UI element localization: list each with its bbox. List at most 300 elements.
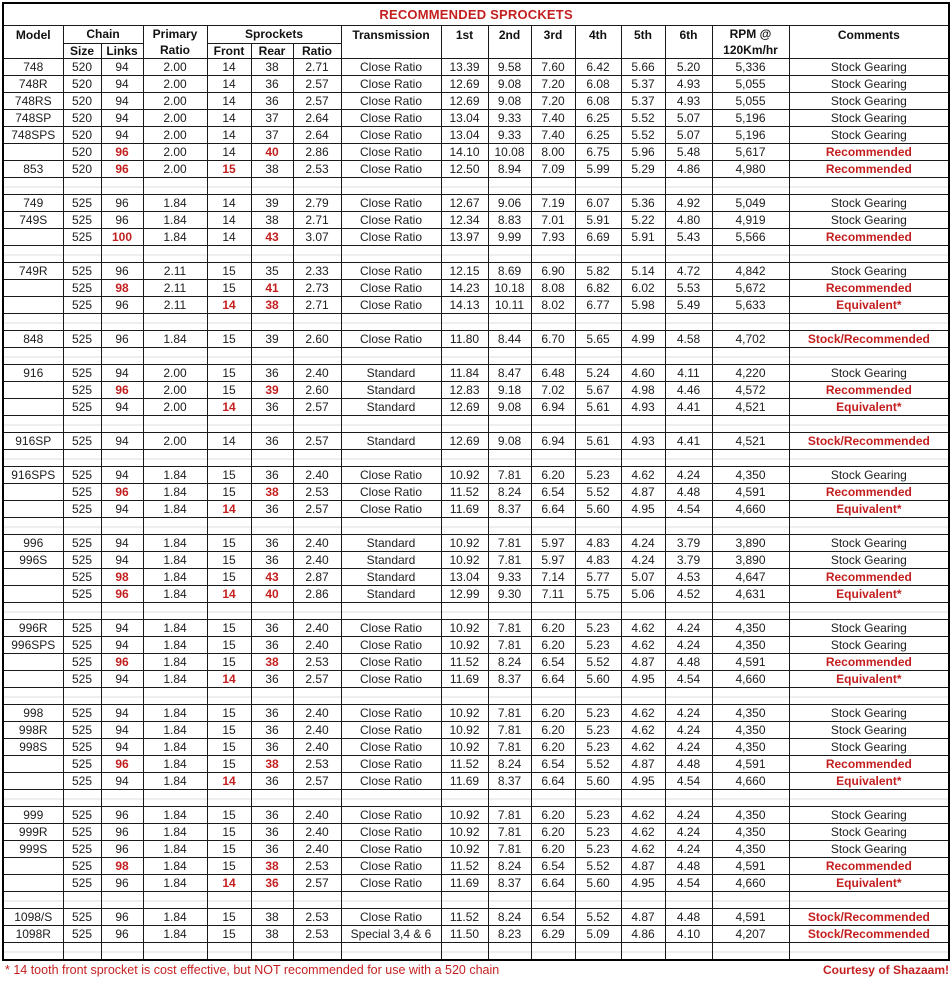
cell-2nd: 9.33 — [488, 110, 531, 127]
cell-transmission: Standard — [341, 535, 441, 552]
empty-cell — [143, 688, 207, 705]
cell-5th: 5.52 — [621, 110, 665, 127]
cell-2nd: 7.81 — [488, 807, 531, 824]
cell-1st: 10.92 — [441, 705, 488, 722]
cell-model: 916 — [3, 365, 63, 382]
table-row — [3, 280, 949, 297]
empty-cell — [789, 314, 949, 331]
cell-5th: 4.62 — [621, 467, 665, 484]
cell-comments: Equivalent* — [789, 501, 949, 518]
cell-2nd: 9.08 — [488, 399, 531, 416]
cell-model — [3, 586, 63, 603]
cell-transmission: Close Ratio — [341, 263, 441, 280]
cell-primary-ratio: 1.84 — [143, 773, 207, 790]
table-row — [3, 739, 949, 756]
table-row — [3, 875, 949, 892]
cell-comments: Recommended — [789, 858, 949, 875]
cell-comments: Stock Gearing — [789, 807, 949, 824]
cell-comments: Recommended — [789, 484, 949, 501]
empty-cell — [143, 178, 207, 195]
cell-5th: 4.62 — [621, 807, 665, 824]
cell-model: 998R — [3, 722, 63, 739]
cell-model: 748R — [3, 76, 63, 93]
cell-primary-ratio: 2.00 — [143, 161, 207, 178]
cell-primary-ratio: 2.00 — [143, 433, 207, 450]
cell-4th: 4.83 — [575, 552, 621, 569]
cell-5th: 4.62 — [621, 620, 665, 637]
empty-cell — [488, 416, 531, 433]
cell-sprocket-ratio: 2.64 — [293, 127, 341, 144]
cell-2nd: 9.08 — [488, 433, 531, 450]
empty-cell — [143, 892, 207, 909]
cell-links: 96 — [101, 824, 143, 841]
cell-1st: 11.52 — [441, 858, 488, 875]
cell-4th: 5.23 — [575, 467, 621, 484]
cell-3rd: 5.97 — [531, 552, 575, 569]
empty-cell — [665, 603, 712, 620]
cell-comments: Stock Gearing — [789, 722, 949, 739]
cell-6th: 4.24 — [665, 467, 712, 484]
col-header-primary-ratio — [143, 26, 207, 59]
cell-4th: 6.69 — [575, 229, 621, 246]
cell-rear: 41 — [251, 280, 293, 297]
cell-1st: 12.69 — [441, 433, 488, 450]
cell-3rd: 7.02 — [531, 382, 575, 399]
cell-4th: 5.67 — [575, 382, 621, 399]
empty-cell — [488, 603, 531, 620]
cell-front: 14 — [207, 586, 251, 603]
header-row-1 — [3, 26, 949, 44]
cell-transmission: Close Ratio — [341, 841, 441, 858]
empty-cell — [251, 348, 293, 365]
cell-size: 520 — [63, 110, 101, 127]
empty-cell — [665, 688, 712, 705]
empty-cell — [101, 416, 143, 433]
empty-cell — [531, 943, 575, 961]
cell-transmission: Close Ratio — [341, 824, 441, 841]
cell-size: 525 — [63, 586, 101, 603]
cell-size: 525 — [63, 331, 101, 348]
spacer-row — [3, 603, 949, 620]
cell-front: 15 — [207, 705, 251, 722]
cell-size: 525 — [63, 926, 101, 943]
empty-cell — [665, 178, 712, 195]
empty-cell — [143, 246, 207, 263]
cell-4th: 4.83 — [575, 535, 621, 552]
cell-primary-ratio: 1.84 — [143, 552, 207, 569]
cell-model — [3, 858, 63, 875]
cell-rpm: 4,591 — [712, 858, 789, 875]
empty-cell — [621, 603, 665, 620]
empty-cell — [441, 246, 488, 263]
cell-transmission: Standard — [341, 365, 441, 382]
cell-4th: 5.52 — [575, 756, 621, 773]
cell-2nd: 7.81 — [488, 722, 531, 739]
table-row — [3, 535, 949, 552]
cell-transmission: Close Ratio — [341, 212, 441, 229]
cell-links: 96 — [101, 841, 143, 858]
cell-primary-ratio: 1.84 — [143, 909, 207, 926]
cell-4th: 5.91 — [575, 212, 621, 229]
cell-size: 525 — [63, 382, 101, 399]
empty-cell — [101, 348, 143, 365]
cell-front: 14 — [207, 127, 251, 144]
cell-sprocket-ratio: 2.86 — [293, 586, 341, 603]
cell-1st: 12.34 — [441, 212, 488, 229]
cell-comments: Equivalent* — [789, 586, 949, 603]
cell-size: 525 — [63, 875, 101, 892]
cell-3rd: 6.70 — [531, 331, 575, 348]
col-header-5th: 5th — [621, 26, 665, 59]
empty-cell — [712, 518, 789, 535]
col-header-1st: 1st — [441, 26, 488, 59]
cell-front: 15 — [207, 739, 251, 756]
table-row — [3, 773, 949, 790]
cell-1st: 13.97 — [441, 229, 488, 246]
cell-comments: Stock Gearing — [789, 127, 949, 144]
cell-comments: Equivalent* — [789, 875, 949, 892]
empty-cell — [3, 348, 63, 365]
cell-transmission: Close Ratio — [341, 858, 441, 875]
cell-model: 748SP — [3, 110, 63, 127]
table-row — [3, 909, 949, 926]
cell-rear: 36 — [251, 705, 293, 722]
cell-front: 14 — [207, 297, 251, 314]
cell-model: 848 — [3, 331, 63, 348]
cell-primary-ratio: 2.00 — [143, 399, 207, 416]
cell-rpm: 5,196 — [712, 127, 789, 144]
cell-rear: 38 — [251, 756, 293, 773]
cell-4th: 5.99 — [575, 161, 621, 178]
footnote: * 14 tooth front sprocket is cost effective, but NOT recommended for use with a 520 chain — [5, 962, 500, 977]
table-row — [3, 824, 949, 841]
cell-4th: 5.61 — [575, 399, 621, 416]
cell-3rd: 7.09 — [531, 161, 575, 178]
cell-4th: 5.23 — [575, 807, 621, 824]
cell-rear: 39 — [251, 195, 293, 212]
table-row — [3, 722, 949, 739]
cell-transmission: Close Ratio — [341, 161, 441, 178]
cell-2nd: 7.81 — [488, 824, 531, 841]
cell-2nd: 7.81 — [488, 535, 531, 552]
empty-cell — [101, 790, 143, 807]
cell-model: 749 — [3, 195, 63, 212]
cell-rpm: 4,591 — [712, 484, 789, 501]
cell-rpm: 4,350 — [712, 620, 789, 637]
cell-links: 100 — [101, 229, 143, 246]
cell-6th: 4.24 — [665, 807, 712, 824]
empty-cell — [63, 178, 101, 195]
cell-comments: Stock Gearing — [789, 365, 949, 382]
empty-cell — [101, 246, 143, 263]
empty-cell — [488, 688, 531, 705]
cell-2nd: 7.81 — [488, 841, 531, 858]
cell-2nd: 8.24 — [488, 484, 531, 501]
cell-rpm: 5,672 — [712, 280, 789, 297]
table-row — [3, 433, 949, 450]
cell-comments: Stock Gearing — [789, 705, 949, 722]
cell-size: 520 — [63, 93, 101, 110]
empty-cell — [341, 178, 441, 195]
cell-size: 525 — [63, 195, 101, 212]
cell-transmission: Close Ratio — [341, 331, 441, 348]
empty-cell — [101, 943, 143, 961]
cell-rear: 38 — [251, 858, 293, 875]
cell-sprocket-ratio: 2.40 — [293, 637, 341, 654]
cell-2nd: 10.11 — [488, 297, 531, 314]
cell-3rd: 6.48 — [531, 365, 575, 382]
cell-4th: 5.52 — [575, 484, 621, 501]
empty-cell — [789, 892, 949, 909]
cell-5th: 5.14 — [621, 263, 665, 280]
cell-links: 94 — [101, 93, 143, 110]
empty-cell — [251, 518, 293, 535]
cell-transmission: Close Ratio — [341, 280, 441, 297]
cell-5th: 4.99 — [621, 331, 665, 348]
cell-size: 525 — [63, 365, 101, 382]
col-header-rear: Rear — [251, 43, 293, 58]
cell-rpm: 5,617 — [712, 144, 789, 161]
cell-primary-ratio: 1.84 — [143, 212, 207, 229]
empty-cell — [251, 603, 293, 620]
empty-cell — [207, 314, 251, 331]
cell-transmission: Standard — [341, 586, 441, 603]
cell-4th: 5.52 — [575, 909, 621, 926]
cell-rpm: 4,591 — [712, 756, 789, 773]
cell-front: 15 — [207, 552, 251, 569]
cell-4th: 5.52 — [575, 858, 621, 875]
empty-cell — [575, 892, 621, 909]
cell-model: 749R — [3, 263, 63, 280]
empty-cell — [143, 348, 207, 365]
cell-front: 14 — [207, 433, 251, 450]
cell-5th: 5.36 — [621, 195, 665, 212]
col-header-sprockets: Sprockets — [207, 26, 341, 44]
cell-comments: Stock/Recommended — [789, 331, 949, 348]
cell-front: 15 — [207, 756, 251, 773]
cell-1st: 10.92 — [441, 637, 488, 654]
empty-cell — [621, 246, 665, 263]
cell-4th: 6.77 — [575, 297, 621, 314]
table-row — [3, 705, 949, 722]
cell-size: 525 — [63, 722, 101, 739]
empty-cell — [3, 450, 63, 467]
cell-rear: 37 — [251, 127, 293, 144]
empty-cell — [341, 892, 441, 909]
cell-rear: 36 — [251, 93, 293, 110]
spacer-row — [3, 314, 949, 331]
cell-size: 520 — [63, 76, 101, 93]
empty-cell — [621, 450, 665, 467]
cell-3rd: 7.93 — [531, 229, 575, 246]
cell-primary-ratio: 1.84 — [143, 807, 207, 824]
cell-model — [3, 654, 63, 671]
empty-cell — [712, 790, 789, 807]
cell-links: 96 — [101, 875, 143, 892]
cell-5th: 4.95 — [621, 875, 665, 892]
cell-4th: 5.24 — [575, 365, 621, 382]
table-row — [3, 331, 949, 348]
cell-3rd: 6.20 — [531, 824, 575, 841]
table-row — [3, 926, 949, 943]
cell-6th: 4.24 — [665, 705, 712, 722]
cell-primary-ratio: 1.84 — [143, 875, 207, 892]
cell-size: 525 — [63, 671, 101, 688]
empty-cell — [789, 688, 949, 705]
empty-cell — [712, 246, 789, 263]
cell-6th: 4.93 — [665, 76, 712, 93]
cell-5th: 5.07 — [621, 569, 665, 586]
col-header-links: Links — [101, 43, 143, 58]
cell-2nd: 9.58 — [488, 59, 531, 76]
empty-cell — [207, 450, 251, 467]
cell-primary-ratio: 2.00 — [143, 127, 207, 144]
cell-transmission: Special 3,4 & 6 — [341, 926, 441, 943]
cell-4th: 5.23 — [575, 722, 621, 739]
cell-front: 14 — [207, 76, 251, 93]
empty-cell — [341, 246, 441, 263]
cell-transmission: Close Ratio — [341, 93, 441, 110]
table-row — [3, 76, 949, 93]
cell-transmission: Close Ratio — [341, 195, 441, 212]
empty-cell — [531, 416, 575, 433]
cell-2nd: 8.69 — [488, 263, 531, 280]
cell-transmission: Close Ratio — [341, 756, 441, 773]
cell-size: 520 — [63, 161, 101, 178]
cell-5th: 4.87 — [621, 654, 665, 671]
cell-sprocket-ratio: 2.53 — [293, 484, 341, 501]
footer-row — [4, 961, 950, 978]
cell-comments: Recommended — [789, 569, 949, 586]
cell-rear: 36 — [251, 535, 293, 552]
empty-cell — [63, 246, 101, 263]
cell-transmission: Close Ratio — [341, 739, 441, 756]
cell-rear: 40 — [251, 586, 293, 603]
empty-cell — [665, 450, 712, 467]
cell-3rd: 6.54 — [531, 909, 575, 926]
empty-cell — [293, 246, 341, 263]
cell-6th: 5.53 — [665, 280, 712, 297]
empty-cell — [63, 348, 101, 365]
empty-cell — [531, 348, 575, 365]
cell-links: 96 — [101, 807, 143, 824]
cell-comments: Stock/Recommended — [789, 909, 949, 926]
cell-transmission: Close Ratio — [341, 501, 441, 518]
cell-5th: 4.62 — [621, 824, 665, 841]
empty-cell — [575, 246, 621, 263]
empty-cell — [531, 246, 575, 263]
page-title: RECOMMENDED SPROCKETS — [3, 3, 949, 26]
empty-cell — [293, 943, 341, 961]
cell-model — [3, 229, 63, 246]
cell-size: 525 — [63, 535, 101, 552]
spacer-row — [3, 892, 949, 909]
cell-rpm: 4,350 — [712, 722, 789, 739]
cell-rear: 36 — [251, 637, 293, 654]
cell-comments: Stock/Recommended — [789, 433, 949, 450]
cell-transmission: Close Ratio — [341, 59, 441, 76]
cell-front: 15 — [207, 569, 251, 586]
cell-3rd: 7.20 — [531, 76, 575, 93]
cell-comments: Stock Gearing — [789, 76, 949, 93]
cell-rpm: 5,196 — [712, 110, 789, 127]
cell-rear: 36 — [251, 501, 293, 518]
cell-transmission: Close Ratio — [341, 297, 441, 314]
table-row — [3, 110, 949, 127]
header-line-primary-ratio: Ratio — [160, 43, 190, 57]
cell-1st: 12.50 — [441, 161, 488, 178]
cell-4th: 6.25 — [575, 127, 621, 144]
empty-cell — [101, 178, 143, 195]
cell-3rd: 6.29 — [531, 926, 575, 943]
empty-cell — [3, 178, 63, 195]
cell-4th: 5.23 — [575, 739, 621, 756]
cell-rpm: 5,055 — [712, 93, 789, 110]
empty-cell — [621, 314, 665, 331]
cell-5th: 5.22 — [621, 212, 665, 229]
cell-rear: 36 — [251, 467, 293, 484]
cell-sprocket-ratio: 2.40 — [293, 807, 341, 824]
cell-4th: 5.23 — [575, 824, 621, 841]
empty-cell — [293, 450, 341, 467]
table-row — [3, 654, 949, 671]
cell-4th: 5.60 — [575, 875, 621, 892]
cell-rear: 38 — [251, 484, 293, 501]
cell-5th: 4.62 — [621, 637, 665, 654]
cell-transmission: Close Ratio — [341, 637, 441, 654]
cell-6th: 5.48 — [665, 144, 712, 161]
empty-cell — [665, 518, 712, 535]
cell-primary-ratio: 1.84 — [143, 467, 207, 484]
cell-2nd: 8.23 — [488, 926, 531, 943]
cell-transmission: Standard — [341, 552, 441, 569]
cell-1st: 10.92 — [441, 620, 488, 637]
empty-cell — [251, 416, 293, 433]
cell-rpm: 4,842 — [712, 263, 789, 280]
cell-front: 14 — [207, 212, 251, 229]
empty-cell — [293, 892, 341, 909]
cell-transmission: Standard — [341, 399, 441, 416]
empty-cell — [441, 450, 488, 467]
cell-6th: 5.07 — [665, 127, 712, 144]
cell-rear: 36 — [251, 739, 293, 756]
cell-comments: Stock Gearing — [789, 467, 949, 484]
cell-links: 96 — [101, 161, 143, 178]
empty-cell — [441, 314, 488, 331]
empty-cell — [621, 688, 665, 705]
cell-model — [3, 756, 63, 773]
cell-size: 525 — [63, 280, 101, 297]
empty-cell — [143, 518, 207, 535]
empty-cell — [251, 178, 293, 195]
cell-model — [3, 875, 63, 892]
cell-5th: 5.29 — [621, 161, 665, 178]
cell-links: 96 — [101, 484, 143, 501]
cell-rpm: 4,350 — [712, 705, 789, 722]
cell-transmission: Close Ratio — [341, 620, 441, 637]
empty-cell — [3, 246, 63, 263]
empty-cell — [488, 518, 531, 535]
sprockets-table — [2, 2, 950, 961]
cell-rear: 38 — [251, 926, 293, 943]
cell-6th: 4.48 — [665, 756, 712, 773]
cell-sprocket-ratio: 2.71 — [293, 59, 341, 76]
cell-sprocket-ratio: 2.40 — [293, 365, 341, 382]
empty-cell — [712, 943, 789, 961]
table-row — [3, 195, 949, 212]
cell-sprocket-ratio: 2.57 — [293, 76, 341, 93]
cell-3rd: 6.94 — [531, 399, 575, 416]
